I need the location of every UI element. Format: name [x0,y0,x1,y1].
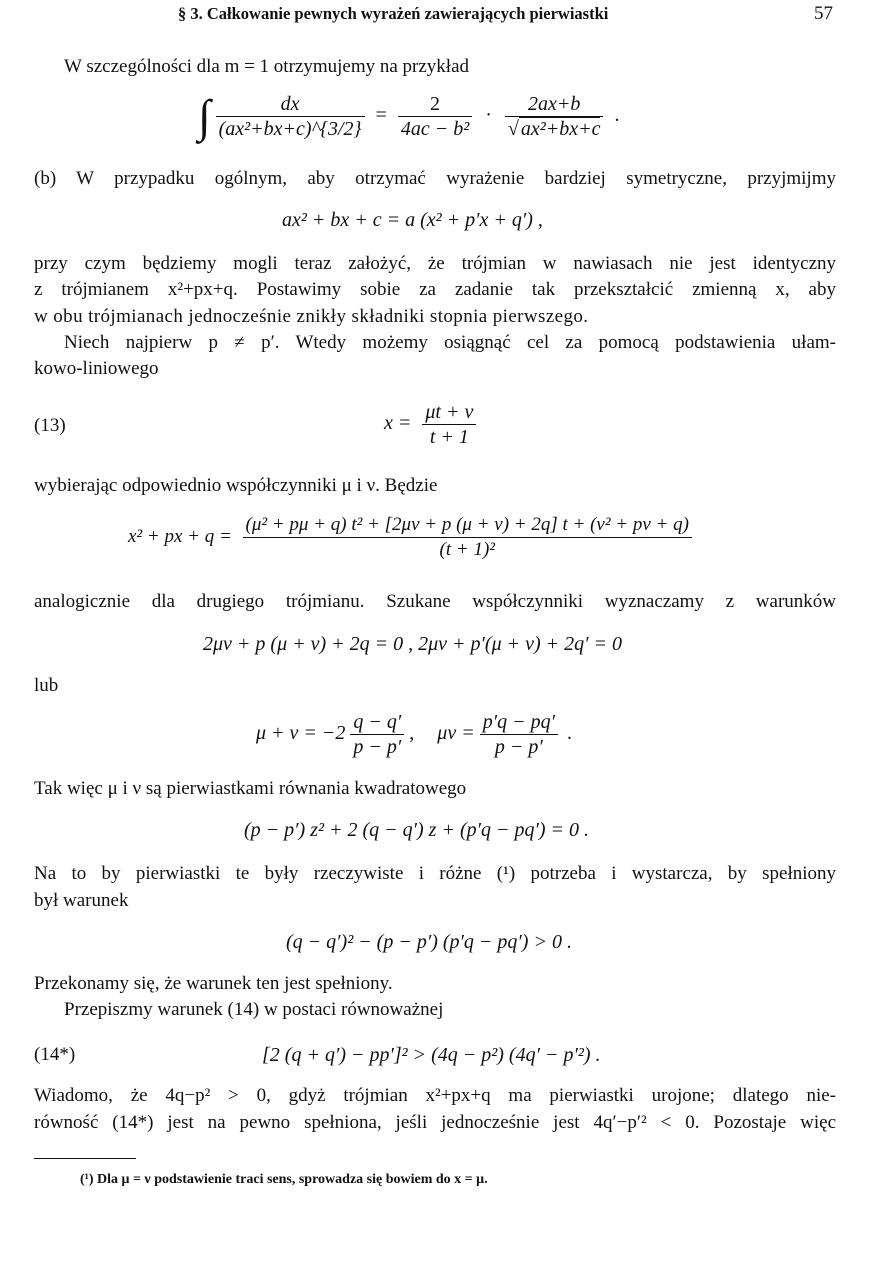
denominator: √ ax²+bx+c [505,116,604,141]
numerator: p′q − pq′ [482,711,555,733]
text-line: Wiadomo, że 4q−p² > 0, gdyż trójmian x²+px+q ma pierwiastki urojone; dlatego nie- [34,1085,836,1106]
text-line: przy czym będziemy mogli teraz założyć, że trójmian w nawiasach nie jest identyczny [34,253,836,274]
equation-lhs: μν = [437,722,475,745]
equation-expansion [128,513,692,562]
footnote-rule [34,1158,136,1159]
text-line: w obu trójmianach jednocześnie znikły składniki stopnia pierwszego. [34,306,589,327]
numerator: 2ax+b [527,93,581,115]
denominator: 4ac − b² [398,116,472,141]
equation-substitution [384,400,476,449]
equation-lhs: μ + ν = −2 [256,722,346,745]
integral-sign: ∫ [198,90,211,142]
fraction [422,400,476,449]
numerator: 2 [430,93,441,115]
equation-lhs: x = [384,412,412,435]
text-line: był warunek [34,890,129,911]
fraction [505,92,604,141]
text-line: Niech najpierw p ≠ p′. Wtedy możemy osiągnąć cel za pomocą podstawienia ułam- [64,332,836,353]
equals-sign: = [375,104,387,127]
text-line: W szczególności dla m = 1 otrzymujemy na przykład [64,56,470,77]
denominator: p − p′ [480,734,558,759]
dot-operator: · [485,104,492,127]
equation-discriminant: (q − q′)² − (p − p′) (p′q − pq′) > 0 . [286,931,572,953]
fraction [216,92,365,141]
numerator: (μ² + pμ + q) t² + [2μν + p (μ + ν) + 2q] t + (ν² + pν + q) [245,514,689,535]
equation-quadratic: (p − p′) z² + 2 (q − q′) z + (p′q − pq′) = 0 . [244,819,589,841]
text-line: lub [34,675,59,696]
page-number: 57 [814,3,833,24]
text-line: równość (14*) jest na pewno spełniona, jeśli jednocześnie jest 4q′−p′² < 0. Pozostaje więc [34,1112,836,1133]
denominator: p − p′ [350,734,404,759]
equation-trinomial: ax² + bx + c = a (x² + p′x + q′) , [282,209,543,231]
denominator: t + 1 [422,424,476,449]
radicand: ax²+bx+c [520,118,601,140]
equation-lhs: x² + px + q = [128,525,232,547]
text-line: Na to by pierwiastki te były rzeczywiste i różne (¹) potrzeba i wystarcza, by spełniony [34,863,836,884]
text-line: Przekonamy się, że warunek ten jest spełniony. [34,973,393,994]
denominator: (ax²+bx+c)^{3/2} [216,116,365,141]
text-line: kowo-liniowego [34,358,159,379]
fraction [243,513,692,562]
footnote: (¹) Dla μ = ν podstawienie traci sens, sprowadza się bowiem do x = μ. [80,1172,488,1187]
text-line: Przepiszmy warunek (14) w postaci równoważnej [64,999,444,1020]
numerator: q − q′ [353,711,402,733]
equation-conditions: 2μν + p (μ + ν) + 2q = 0 , 2μν + p′(μ + ν) + 2q′ = 0 [203,633,623,655]
equation-vieta: μ + ν = −2 $\frac{q - q'}{p - p'}$ , μν = $\frac{p'q - pq'}{p - p'}$ . [256,711,572,758]
equation-label: (14*) [34,1044,76,1065]
section-header: § 3. Całkowanie pewnych wyrażeń zawierających pierwiastki [178,4,609,23]
text-line: analogicznie dla drugiego trójmianu. Szukane współczynniki wyznaczamy z warunków [34,591,836,612]
fraction [480,710,558,759]
equation-integral: ∫ $\frac{dx}{\text{(ax²+bx+c)\textasciicircum{}\{3/2\}}}$ = $\frac{2}{\text{4ac − b²}}$ · $\frac{2ax+b}{\text{√ ax²+bx+c}}$ . [198,90,620,142]
text-line: Tak więc μ i ν są pierwiastkami równania kwadratowego [34,778,467,799]
text-line: z trójmianem x²+px+q. Postawimy sobie za zadanie tak przekształcić zmienną x, aby [34,279,836,300]
numerator: dx [280,93,300,115]
equation-label: (13) [34,415,66,436]
text-line: wybierając odpowiednio współczynniki μ i ν. Będzie [34,475,438,496]
denominator: (t + 1)² [243,537,692,562]
equation-inequality: [2 (q + q′) − pp′]² > (4q − p²) (4q′ − p′²) . [262,1044,601,1066]
fraction [398,92,472,141]
fraction [350,710,404,759]
numerator: μt + ν [425,401,474,423]
text-line: (b) W przypadku ogólnym, aby otrzymać wyrażenie bardziej symetryczne, przyjmijmy [34,168,836,189]
